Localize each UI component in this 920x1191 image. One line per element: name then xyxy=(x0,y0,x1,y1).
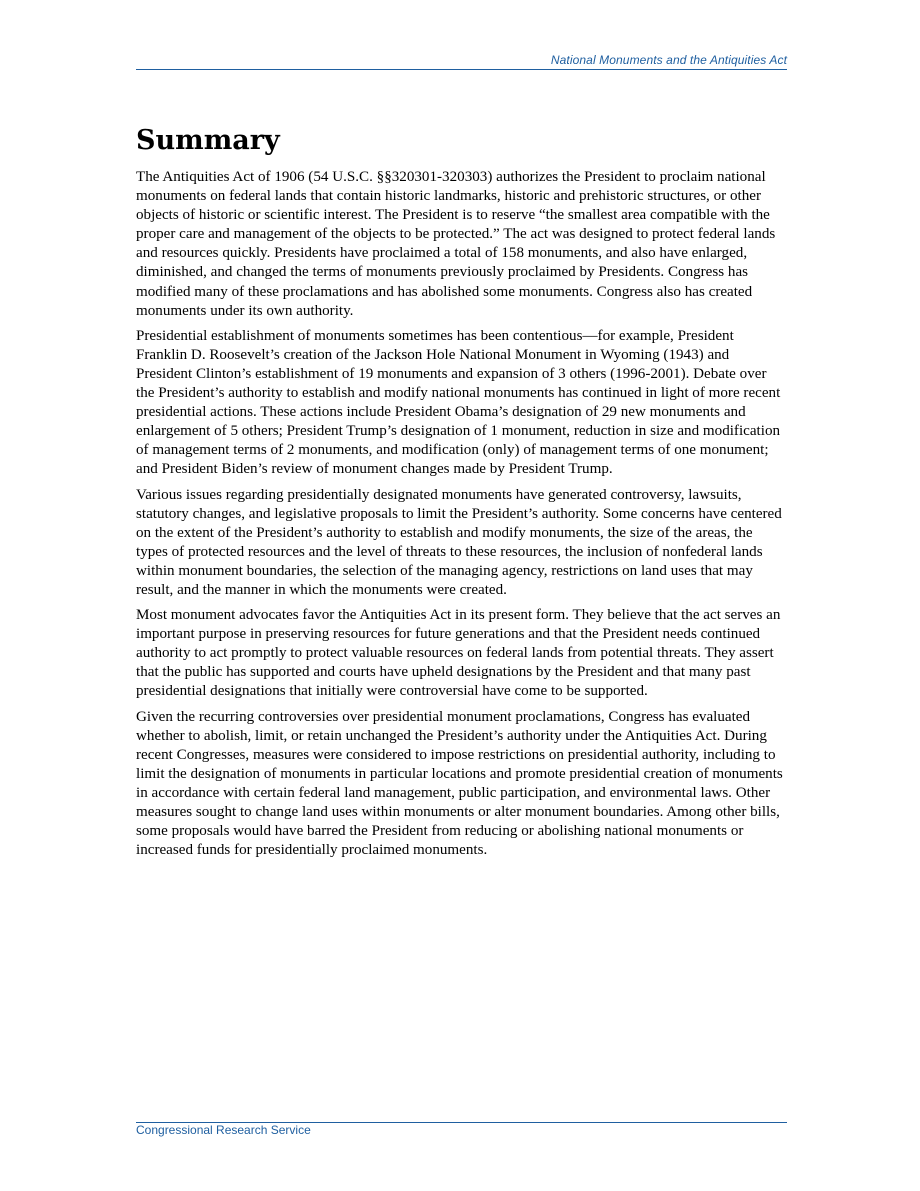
summary-paragraph-4: Most monument advocates favor the Antiquities Act in its present form. They believe that the act serves an important purpose in preserving resources for future generations and that the President needs continued authority to act promptly to protect valuable resources on federal lands from potential threats. They assert that the public has supported and courts have upheld designations by the President and that many past presidential designations that initially were controversial have come to be supported. xyxy=(136,607,781,700)
running-header-title: National Monuments and the Antiquities Act xyxy=(550,53,787,67)
footer-organization: Congressional Research Service xyxy=(136,1123,311,1137)
summary-paragraph-2: Presidential establishment of monuments sometimes has been contentious—for example, President Franklin D. Roosevelt’s creation of the Jackson Hole National Monument in Wyoming (1943) and President Clinton’s establishment of 19 monuments and expansion of 3 others (1996-2001). Debate over the President’s authority to establish and modify national monuments has continued in light of more recent presidential actions. These actions include President Obama’s designation of 29 new monuments and enlargement of 5 others; President Trump’s designation of 1 monument, reduction in size and modification of management terms of 2 monuments, and modification (only) of management terms of one monument; and President Biden’s review of monument changes made by President Trump. xyxy=(136,327,781,478)
header-divider xyxy=(136,69,787,70)
page-title: Summary xyxy=(136,125,280,156)
summary-body xyxy=(136,168,787,866)
summary-paragraph-3: Various issues regarding presidentially designated monuments have generated controversy, lawsuits, statutory changes, and legislative proposals to limit the President’s authority. Some concerns have centered on the extent of the President’s authority to establish and modify monuments, the size of the areas, the types of protected resources and the level of threats to these resources, the inclusion of nonfederal lands within monument boundaries, the selection of the managing agency, restrictions on land uses that may result, and the manner in which the monuments were created. xyxy=(136,486,782,598)
summary-paragraph-5: Given the recurring controversies over presidential monument proclamations, Congress has evaluated whether to abolish, limit, or retain unchanged the President’s authority under the Antiquities Act. During recent Congresses, measures were considered to impose restrictions on presidential authority, including to limit the designation of monuments in particular locations and promote presidential creation of monuments in accordance with certain federal land management, public participation, and environmental laws. Other measures sought to change land uses within monuments or alter monument boundaries. Among other bills, some proposals would have barred the President from reducing or abolishing national monuments or increased funds for presidentially proclaimed monuments. xyxy=(136,708,783,859)
summary-paragraph-1: The Antiquities Act of 1906 (54 U.S.C. §§320301-320303) authorizes the President to proclaim national monuments on federal lands that contain historic landmarks, historic and prehistoric structures, or other objects of historic or scientific interest. The President is to reserve “the smallest area compatible with the proper care and management of the objects to be protected.” The act was designed to protect federal lands and resources quickly. Presidents have proclaimed a total of 158 monuments, and also have enlarged, diminished, and changed the terms of monuments previously proclaimed by Presidents. Congress has modified many of these proclamations and has abolished some monuments. Congress also has created monuments under its own authority. xyxy=(136,169,776,319)
